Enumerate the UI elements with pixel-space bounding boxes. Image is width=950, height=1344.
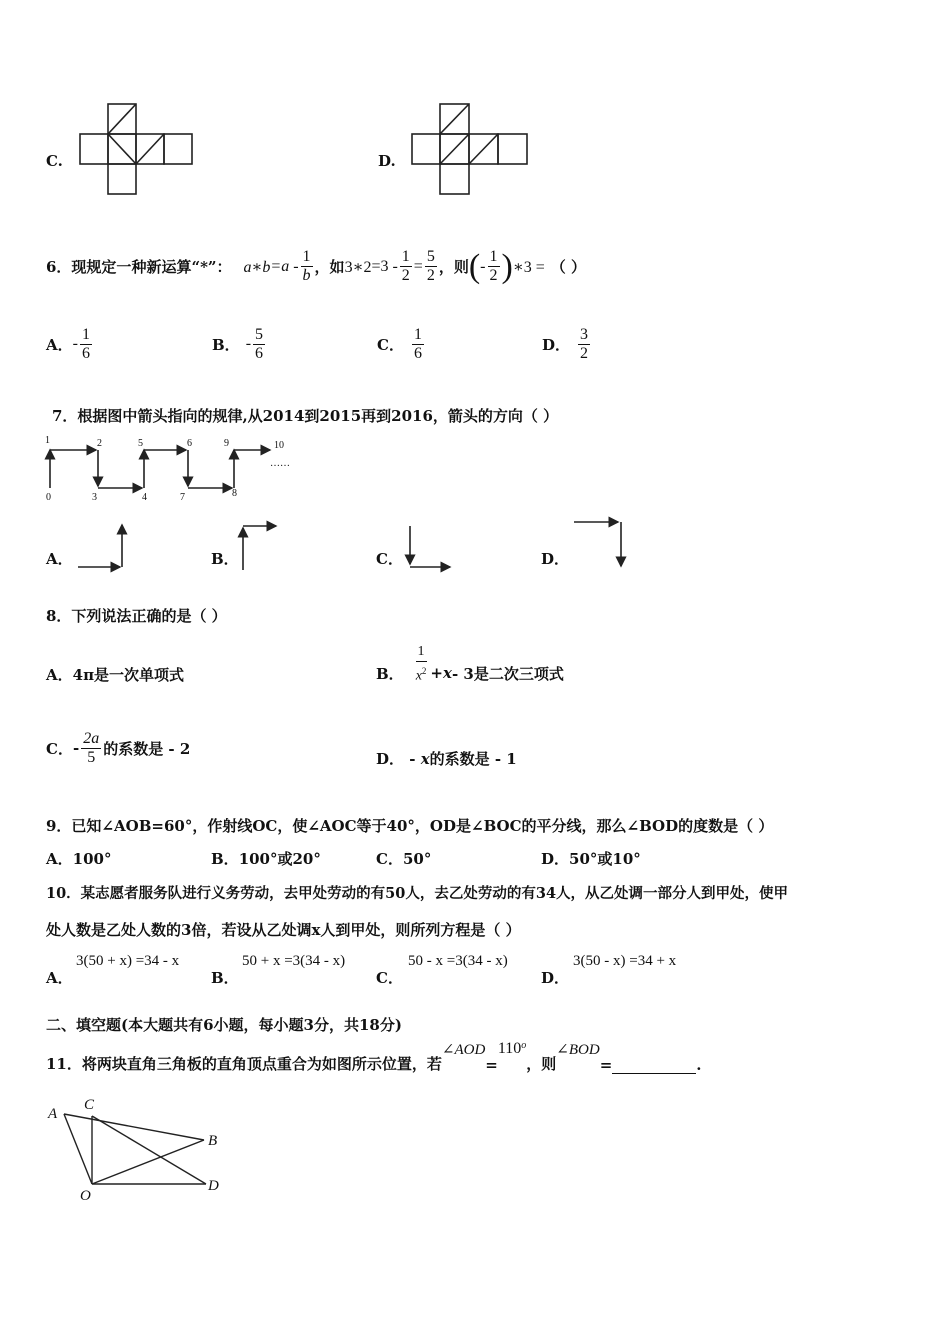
q11-end: . — [696, 1056, 702, 1074]
q8-option-c-num: 2a — [83, 729, 100, 747]
q8-option-a-label: A． — [46, 666, 73, 684]
q10-option-b-eq: 50 + x =3(34 - x) — [242, 953, 346, 969]
q9-option-label: A． — [46, 850, 73, 868]
q8-option-c[interactable] — [46, 722, 190, 774]
q6-option-c[interactable] — [377, 320, 426, 368]
q8-option-b[interactable] — [376, 638, 564, 690]
q6-option-d[interactable] — [542, 320, 592, 368]
q9-option-label: C． — [376, 850, 403, 868]
q6-def-fraction — [301, 248, 313, 285]
q7-option-b-label[interactable]: B． — [211, 550, 239, 568]
q8-option-b-fraction — [414, 643, 429, 686]
q7-option-d-arrow-figure — [570, 516, 630, 572]
q9-option-text: 50°或10° — [569, 850, 641, 868]
q9-option-text: 100° — [72, 850, 112, 868]
q7-fig-label: 3 — [92, 492, 97, 503]
q11-stem-text: 11．将两块直角三角板的直角顶点重合为如图所示位置，若 — [46, 1055, 442, 1073]
q6-option-fraction — [253, 326, 265, 363]
q10-option-d-eq: 3(50 - x) =34 + x — [573, 953, 677, 969]
q9-option-c[interactable] — [376, 848, 431, 869]
q11-degree: o — [521, 1040, 527, 1051]
q6-mid1: ，如 — [314, 258, 345, 276]
q6-prefix: 6．现规定一种新运算“*”： — [46, 258, 232, 276]
q6-ex-num1: 1 — [401, 248, 410, 265]
q6-option-den: 2 — [580, 344, 589, 362]
q5-option-d-label[interactable]: D. — [378, 152, 396, 170]
q11-answer-blank[interactable] — [612, 1059, 696, 1074]
q6-def-den: b — [302, 267, 311, 284]
q11-stem — [46, 1040, 702, 1074]
q10-stem-line-1: 10．某志愿者服务队进行义务劳动，去甲处劳动的有50人，去乙处劳动的有34人，从乙处调一部分人到甲处，使甲 — [46, 885, 789, 902]
q6-options — [46, 320, 646, 368]
q7-option-c-label[interactable]: C． — [376, 550, 403, 568]
q7-option-a-arrow-figure — [76, 520, 128, 572]
q6-right-paren: ) — [501, 247, 513, 285]
q6-ask-num: 1 — [489, 248, 498, 265]
q6-option-sign: - — [72, 335, 78, 352]
q6-option-num: 1 — [413, 325, 422, 343]
q6-option-den: 6 — [255, 344, 264, 362]
q6-option-label: B． — [212, 335, 240, 354]
q6-ex-lhs: 3∗2 — [344, 258, 372, 276]
q8-option-b-sup: 2 — [421, 665, 427, 676]
q6-left-paren: ( — [468, 247, 481, 285]
q10-stem-line-2: 处人数是乙处人数的3倍，若设从乙处调x人到甲处，则所列方程是（ ） — [46, 921, 521, 939]
q6-ex-den2: 2 — [426, 267, 435, 284]
q11-val1: 110 — [497, 1040, 522, 1057]
q10-option-d-label[interactable]: D． — [541, 969, 570, 987]
q10-option-c-eq: 50 - x =3(34 - x) — [408, 953, 508, 969]
q11-angle-bod: ∠BOD — [556, 1042, 600, 1058]
q6-ex-den1: 2 — [401, 267, 410, 284]
q5-option-c-label[interactable]: C. — [46, 152, 63, 170]
q7-arrow-pattern-figure — [42, 434, 302, 502]
q11-triangles-figure — [44, 1094, 234, 1204]
q8-option-a-text: 4π是一次单项式 — [72, 666, 185, 684]
q9-option-a[interactable] — [46, 848, 111, 869]
q6-ask-tail: ∗3 = — [512, 258, 545, 276]
q6-option-label: C． — [377, 335, 404, 354]
q7-fig-label: …… — [270, 458, 290, 469]
q11-fig-label-c: C — [84, 1097, 95, 1113]
q8-option-c-label: C． — [46, 739, 73, 758]
q8-option-b-den-wrap — [414, 662, 429, 686]
q6-option-label: D． — [542, 335, 571, 354]
q9-option-text: 50° — [402, 850, 432, 868]
q7-fig-label: 4 — [142, 492, 147, 503]
q7-fig-label: 8 — [232, 488, 237, 499]
q7-fig-label: 10 — [274, 440, 284, 451]
q7-option-a-label[interactable]: A． — [46, 550, 73, 568]
q11-fig-label-b: B — [208, 1133, 218, 1149]
q6-def-eq: =a - — [270, 257, 299, 275]
q6-ask-den: 2 — [489, 267, 498, 284]
q6-option-a[interactable] — [46, 320, 94, 368]
q6-option-num: 3 — [580, 325, 589, 343]
q6-option-num: 5 — [255, 325, 264, 343]
q11-eq1: = — [485, 1056, 498, 1074]
q6-ex-fraction-1 — [400, 248, 412, 285]
q6-ex-eq: =3 - — [371, 257, 398, 275]
q11-fig-label-d: D — [208, 1178, 219, 1194]
q8-option-b-rest: - 3是二次三项式 — [451, 664, 564, 683]
q8-option-d-rest: 的系数是 - 1 — [429, 750, 517, 768]
q8-option-c-fraction — [81, 730, 101, 767]
q8-option-b-plus: + — [430, 664, 443, 682]
q6-option-num: 1 — [81, 325, 90, 343]
q9-option-label: B． — [211, 850, 239, 868]
q7-stem: 7．根据图中箭头指向的规律,从2014到2015再到2016，箭头的方向（ ） — [52, 407, 559, 425]
q8-option-b-var: x — [442, 664, 452, 682]
q7-fig-label: 0 — [46, 492, 51, 503]
q7-fig-label: 5 — [138, 438, 143, 449]
q6-option-fraction — [412, 326, 424, 363]
q9-option-label: D． — [541, 850, 570, 868]
q10-option-a-label[interactable]: A． — [46, 969, 73, 987]
q7-fig-label: 1 — [45, 435, 50, 446]
q6-option-b[interactable] — [212, 320, 267, 368]
q10-option-a-eq: 3(50 + x) =34 - x — [76, 953, 180, 969]
q6-option-fraction — [578, 326, 590, 363]
q8-option-b-den: x — [415, 668, 422, 684]
q11-fig-label-o: O — [80, 1188, 91, 1204]
q8-option-d[interactable] — [376, 748, 517, 769]
q6-ask-fraction — [488, 248, 500, 285]
q8-stem: 8．下列说法正确的是（ ） — [46, 607, 227, 625]
q11-fig-label-a: A — [48, 1106, 58, 1122]
q8-option-b-label: B． — [376, 664, 404, 683]
q8-option-c-rest: 的系数是 - 2 — [103, 739, 191, 758]
q8-option-b-num: 1 — [416, 643, 427, 662]
q6-stem — [46, 248, 586, 285]
section-2-title: 二、填空题(本大题共有6小题，每小题3分，共18分) — [46, 1016, 402, 1034]
q7-option-c-arrow-figure — [404, 522, 456, 572]
q6-option-den: 6 — [413, 344, 422, 362]
q11-angle-aod: ∠AOD — [441, 1042, 486, 1058]
q8-option-d-sign: - — [404, 750, 421, 768]
q9-option-d[interactable] — [541, 848, 641, 869]
q5-option-c-net-figure — [78, 102, 198, 198]
q6-option-label: A． — [46, 335, 73, 354]
q11-eq2: = — [599, 1056, 613, 1074]
q10-options — [46, 953, 746, 987]
q9-stem: 9．已知∠AOB=60°，作射线OC，使∠AOC等于40°，OD是∠BOC的平分线，那么∠BOD的度数是（ ） — [46, 817, 774, 835]
q7-option-b-arrow-figure — [238, 520, 282, 572]
q6-ex-eq2: = — [413, 257, 423, 275]
q6-ask-minus: - — [480, 257, 486, 275]
q6-option-den: 6 — [81, 344, 90, 362]
q6-def-num: 1 — [302, 248, 311, 265]
q7-fig-label: 7 — [180, 492, 185, 503]
q8-option-a[interactable] — [46, 664, 184, 685]
q8-option-c-sign: - — [72, 739, 80, 757]
q10-option-c-label[interactable]: C． — [376, 969, 403, 987]
q6-ex-fraction-2 — [425, 248, 437, 285]
q8-option-d-label: D． — [376, 750, 405, 768]
q5-option-d-net-figure — [410, 102, 535, 198]
q11-mid: ，则 — [526, 1055, 557, 1073]
q9-option-text: 100°或20° — [238, 850, 321, 868]
q6-ex-num2: 5 — [426, 248, 435, 265]
q6-option-sign: - — [245, 335, 252, 352]
q7-fig-label: 9 — [224, 438, 229, 449]
q6-def-lhs: a∗b — [243, 258, 271, 276]
q6-option-fraction — [80, 326, 92, 363]
q7-fig-label: 6 — [187, 438, 192, 449]
q10-option-b-label[interactable]: B． — [211, 969, 239, 987]
q7-option-d-label[interactable]: D． — [541, 550, 570, 568]
q8-option-d-var: x — [420, 750, 430, 768]
q7-fig-label: 2 — [97, 438, 102, 449]
q9-option-b[interactable] — [211, 848, 321, 869]
q6-answer-paren: （ ） — [550, 258, 586, 276]
q8-option-c-den: 5 — [87, 748, 96, 766]
q6-mid2: ，则 — [438, 258, 469, 276]
